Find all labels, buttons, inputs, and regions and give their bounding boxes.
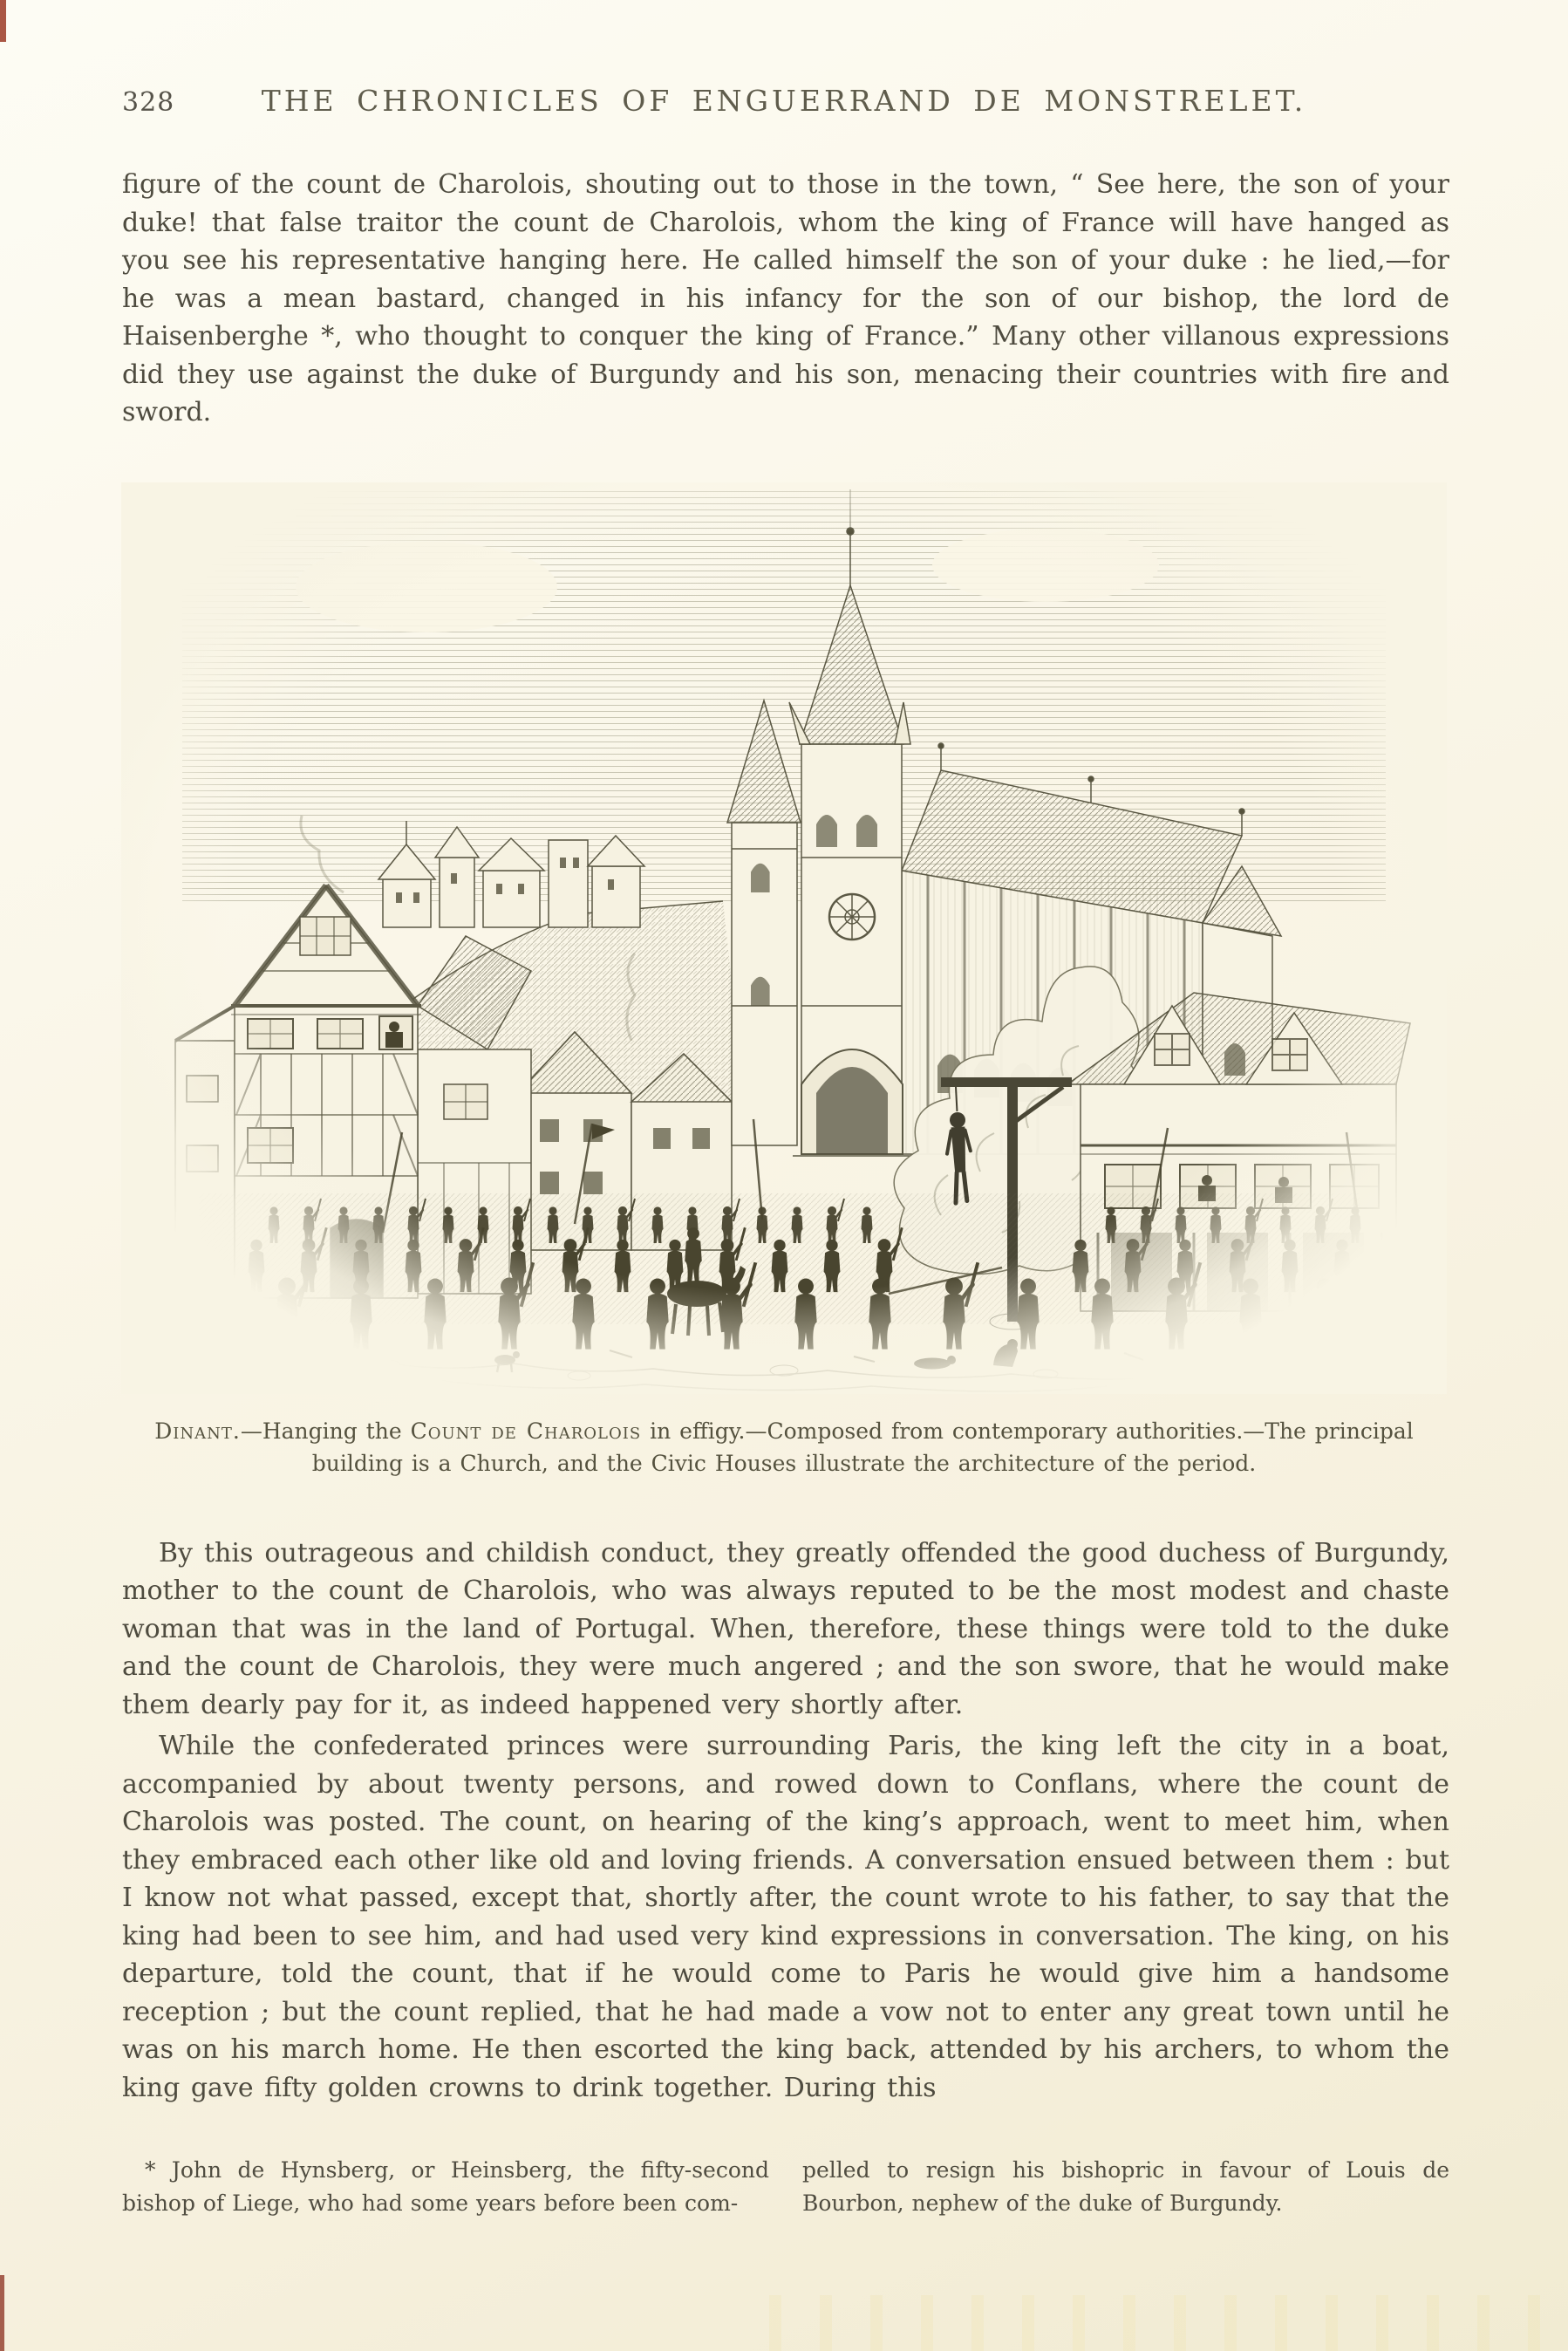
footnote (122, 2154, 1449, 2219)
illustration-caption (152, 1415, 1416, 1480)
illustration-engraving (121, 482, 1447, 1394)
paragraph-2: By this outrageous and childish conduct, they greatly offended the good duchess of Burgundy, mother to the count de Charolois, who was always reputed to be the most modest and chaste woman that was in the land of Portugal. When, therefore, these things were told to the duke and the count de Charolois, they were much angered ; and the son swore, that he would make them dearly pay for it, as indeed happened very shortly after. (122, 1537, 1449, 1720)
caption-name: Count de Charolois (410, 1418, 642, 1444)
paragraph-1: figure of the count de Charolois, shouting out to those in the town, “ See here, the son of your duke! that false traitor the count de Charolois, whom the king of France will have hanged as you see his representative hanging here. He called himself the son of your duke : he lied,—for he was a mean bastard, changed in his infancy for the son of our bishop, the lord de Haisenberghe *, who thought to conquer the king of France.” Many other villanous expressions did they use against the duke of Burgundy and his son, menacing their countries with fire and sword. (122, 169, 1449, 427)
caption-seg1: —Hanging the (240, 1418, 411, 1444)
caption-seg2: in effigy.—Composed from contemporary authorities.—The principal building is a Church, and the Civic Houses illustrate the architecture of the period. (311, 1418, 1414, 1476)
caption-place: Dinant. (154, 1418, 241, 1444)
text-column-bottom (122, 1534, 1449, 2108)
page-number: 328 (122, 87, 175, 118)
paragraph-3: While the confederated princes were surrounding Paris, the king left the city in a boat, accompanied by about twenty persons, and rowed down to Conflans, where the count de Charolois was posted. The count, on hearing of the king’s approach, went to meet him, when they embraced each other like old and loving friends. A conversation ensued between them : but I know not what passed, except that, shortly after, the count wrote to his father, to say that the king had been to see him, and had used very kind expressions in conversation. The king, on his departure, told the count, that if he would come to Paris he would give him a handsome reception ; but the count replied, that he had made a vow not to enter any great town until he was on his march home. He then escorted the king back, attended by his archers, to whom the king gave fifty golden crowns to drink together. During this (122, 1731, 1449, 2103)
footnote-left-column: * John de Hynsberg, or Heinsberg, the fifty-second bishop of Liege, who had some years before been com- (122, 2157, 769, 2216)
footnote-right-column: pelled to resign his bishopric in favour of Louis de Bourbon, nephew of the duke of Burgundy. (802, 2157, 1449, 2216)
vignette-fade (121, 482, 1447, 1394)
page-title: THE CHRONICLES OF ENGUERRAND DE MONSTRELET. (261, 84, 1307, 118)
text-column-top (122, 166, 1449, 432)
page-header (0, 0, 1568, 136)
scan-artifact-bottom-left (0, 2275, 4, 2351)
scan-streaks (731, 2295, 1568, 2351)
